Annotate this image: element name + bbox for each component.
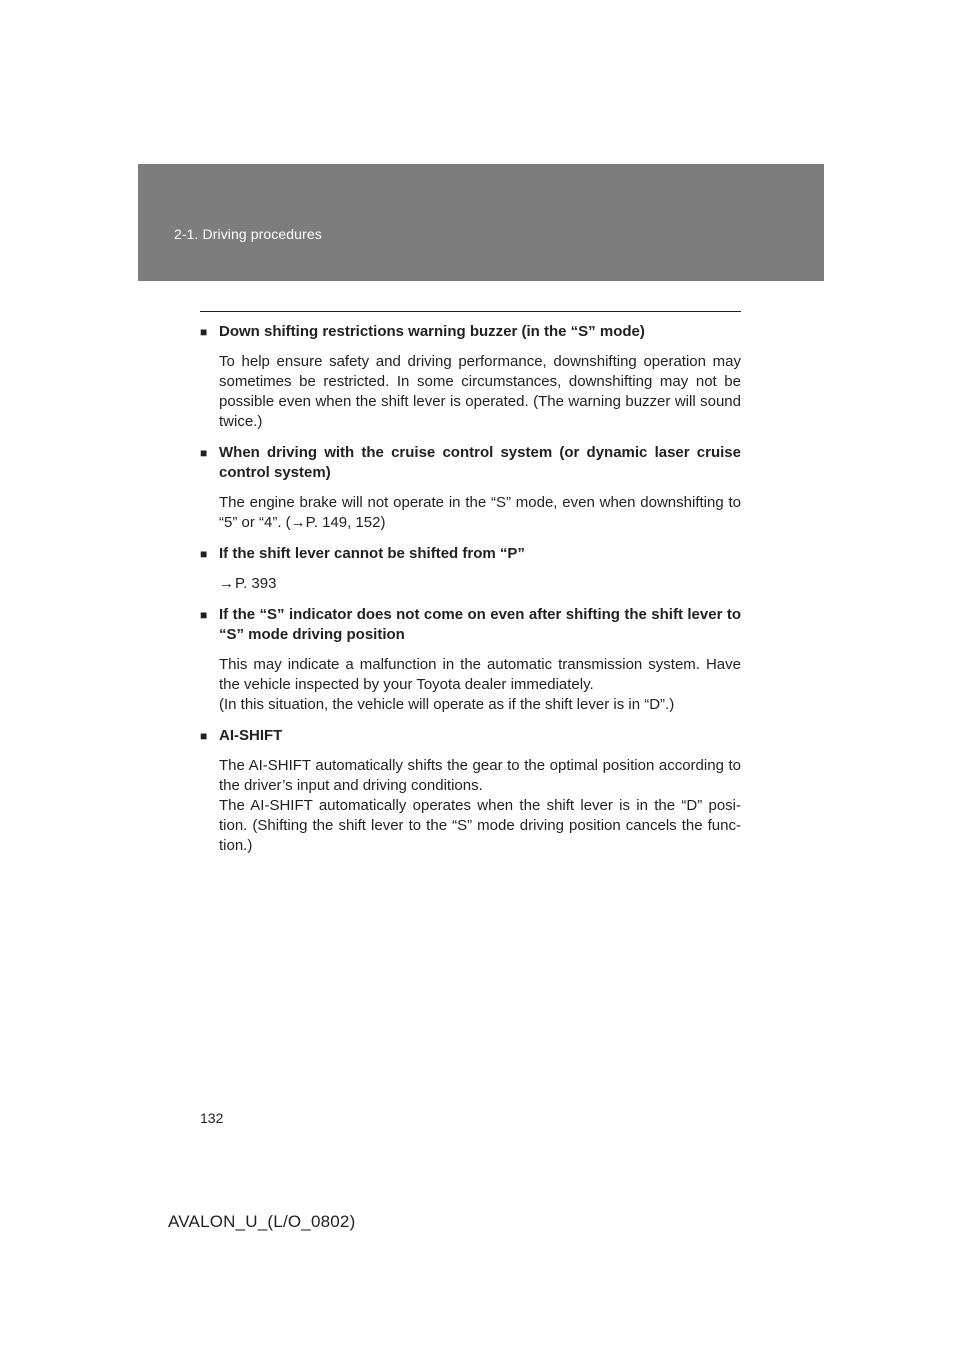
right-arrow-icon: → xyxy=(219,575,234,592)
entry-heading-text: Down shifting restrictions warning buzzer (in the “S” mode) xyxy=(219,323,645,340)
paragraph: To help ensure safety and driving performance, downshifting operation may sometimes be restricted. In some circumstances, downshifting may not be possible even when the shift lever is operated. (The warning buzzer will sound twice.) xyxy=(219,353,741,430)
paragraph: The AI-SHIFT automatically shifts the gear to the optimal position according to the driver’s input and driving conditions. xyxy=(219,757,741,794)
entry-body xyxy=(200,756,741,856)
page-number: 132 xyxy=(200,1110,224,1126)
section-title: 2-1. Driving procedures xyxy=(174,226,322,242)
entry-heading-text: If the shift lever cannot be shifted from “P” xyxy=(219,545,525,562)
paragraph: The AI-SHIFT automatically operates when the shift lever is in the “D” posi-tion. (Shifting the shift lever to the “S” mode driving position cancels the func-tion.) xyxy=(219,797,741,854)
entry-heading-text: AI-SHIFT xyxy=(219,727,283,744)
entry-ai-shift xyxy=(200,726,741,856)
square-bullet-icon: ■ xyxy=(200,547,208,561)
entry-heading xyxy=(200,726,741,746)
entry-heading xyxy=(200,605,741,645)
page-reference-text: P. 393 xyxy=(235,575,277,592)
entry-body xyxy=(200,352,741,432)
page-reference xyxy=(200,574,741,594)
footer-document-code: AVALON_U_(L/O_0802) xyxy=(168,1212,356,1231)
square-bullet-icon: ■ xyxy=(200,325,208,339)
entry-shift-from-p xyxy=(200,544,741,594)
paragraph: (In this situation, the vehicle will operate as if the shift lever is in “D”.) xyxy=(219,696,675,713)
entry-heading xyxy=(200,443,741,483)
entry-cruise-control xyxy=(200,443,741,533)
paragraph: This may indicate a malfunction in the automatic transmission system. Have the vehicle inspected by your Toyota dealer immediately. xyxy=(219,656,741,693)
entry-body xyxy=(200,655,741,715)
entry-heading-text: When driving with the cruise control system (or dynamic laser cruise control system) xyxy=(219,444,741,481)
square-bullet-icon: ■ xyxy=(200,608,208,622)
square-bullet-icon: ■ xyxy=(200,446,208,460)
header-band xyxy=(138,164,824,281)
horizontal-rule xyxy=(200,311,741,312)
entry-downshift-buzzer xyxy=(200,322,741,432)
content-body xyxy=(200,322,741,867)
entry-s-indicator xyxy=(200,605,741,715)
entry-heading xyxy=(200,322,741,342)
paragraph: The engine brake will not operate in the “S” mode, even when downshifting to “5” or “4”. (→P. 149, 152) xyxy=(219,494,741,531)
entry-heading-text: If the “S” indicator does not come on even after shifting the shift lever to “S” mode driving position xyxy=(219,606,741,643)
entry-body xyxy=(200,493,741,533)
entry-heading xyxy=(200,544,741,564)
square-bullet-icon: ■ xyxy=(200,729,208,743)
